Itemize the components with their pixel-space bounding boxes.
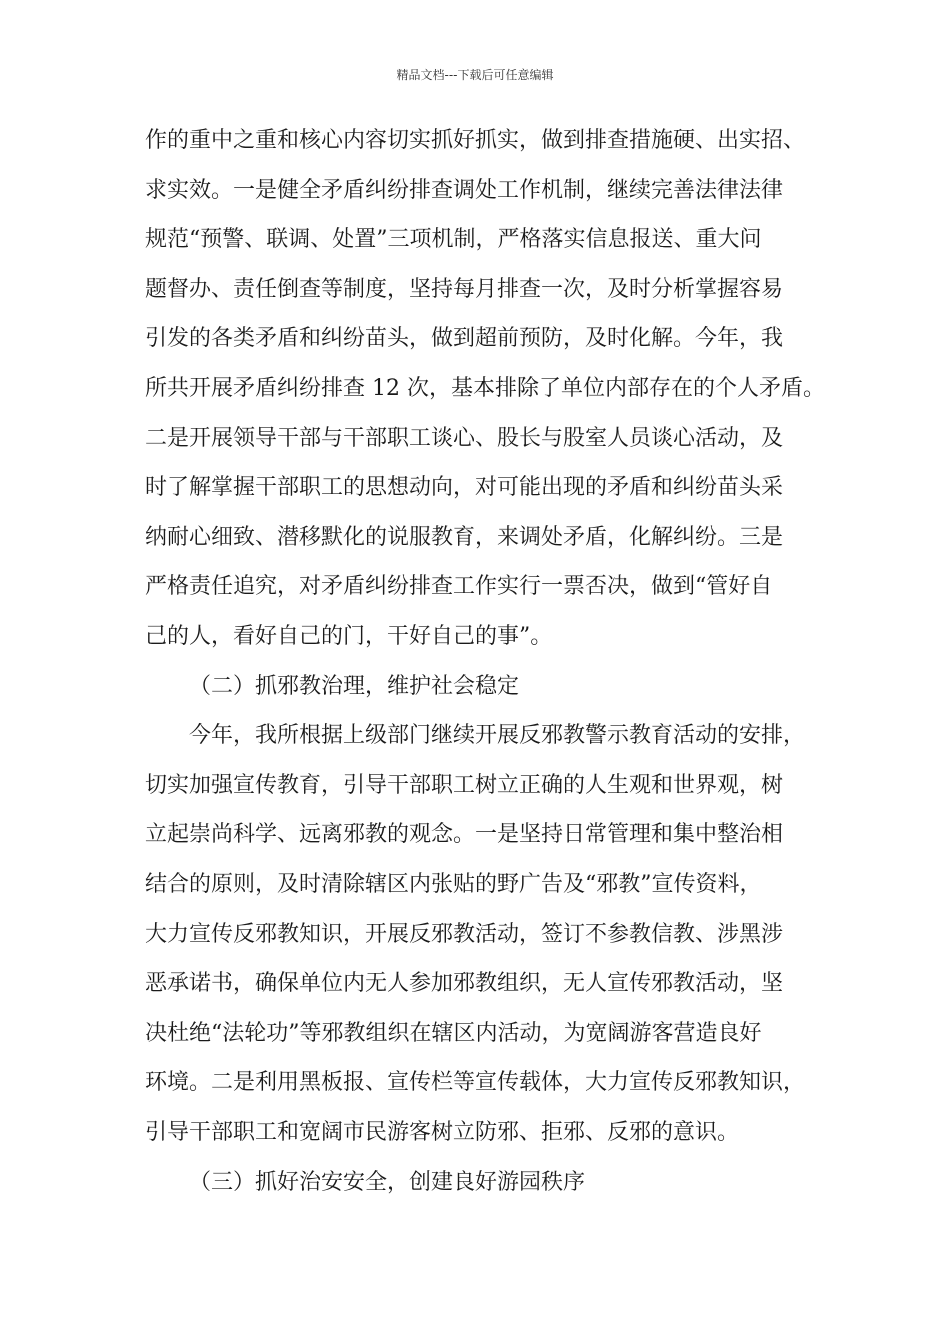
- text-line: 纳耐心细致、潜移默化的说服教育，来调处矛盾，化解纠纷。三是: [145, 524, 784, 550]
- text-line: 环境。二是利用黑板报、宣传栏等宣传载体，大力宣传反邪教知识，: [145, 1070, 806, 1096]
- text-line: 规范“预警、联调、处置”三项机制，严格落实信息报送、重大问: [145, 227, 762, 253]
- text-line: 引导干部职工和宽阔市民游客树立防邪、拒邪、反邪的意识。: [145, 1120, 740, 1145]
- text-line: 决杜绝“法轮功”等邪教组织在辖区内活动，为宽阔游客营造良好: [145, 1020, 762, 1046]
- text-line: 二是开展领导干部与干部职工谈心、股长与股室人员谈心活动，及: [145, 425, 784, 451]
- text-line: 求实效。一是健全矛盾纠纷排查调处工作机制，继续完善法律法律: [145, 177, 784, 203]
- text-line: 切实加强宣传教育，引导干部职工树立正确的人生观和世界观，树: [145, 772, 784, 798]
- section-heading: （三）抓好治安安全，创建良好游园秩序: [189, 1169, 586, 1195]
- text-line: 题督办、责任倒查等制度，坚持每月排查一次，及时分析掌握容易: [145, 276, 784, 302]
- text-line: 恶承诺书，确保单位内无人参加邪教组织，无人宣传邪教活动，坚: [145, 971, 784, 997]
- text-line: 今年，我所根据上级部门继续开展反邪教警示教育活动的安排，: [189, 723, 806, 749]
- text-line: 大力宣传反邪教知识，开展反邪教活动，签订不参教信教、涉黑涉: [145, 921, 784, 947]
- text-line: 引发的各类矛盾和纠纷苗头，做到超前预防，及时化解。今年，我: [145, 326, 784, 352]
- section-heading: （二）抓邪教治理，维护社会稳定: [189, 673, 520, 699]
- text-line: 己的人，看好自己的门，干好自己的事”。: [145, 624, 553, 649]
- page-header: 精品文档---下载后可任意编辑: [396, 68, 554, 82]
- text-line: 所共开展矛盾纠纷排查 12 次，基本排除了单位内部存在的个人矛盾。: [145, 376, 825, 401]
- text-line: 时了解掌握干部职工的思想动向，对可能出现的矛盾和纠纷苗头采: [145, 475, 784, 501]
- text-line: 作的重中之重和核心内容切实抓好抓实，做到排查措施硬、出实招、: [145, 128, 806, 153]
- text-line: 立起崇尚科学、远离邪教的观念。一是坚持日常管理和集中整治相: [145, 822, 784, 848]
- text-line: 结合的原则，及时清除辖区内张贴的野广告及“邪教”宣传资料，: [145, 872, 762, 897]
- text-line: 严格责任追究，对矛盾纠纷排查工作实行一票否决，做到“管好自: [145, 574, 773, 600]
